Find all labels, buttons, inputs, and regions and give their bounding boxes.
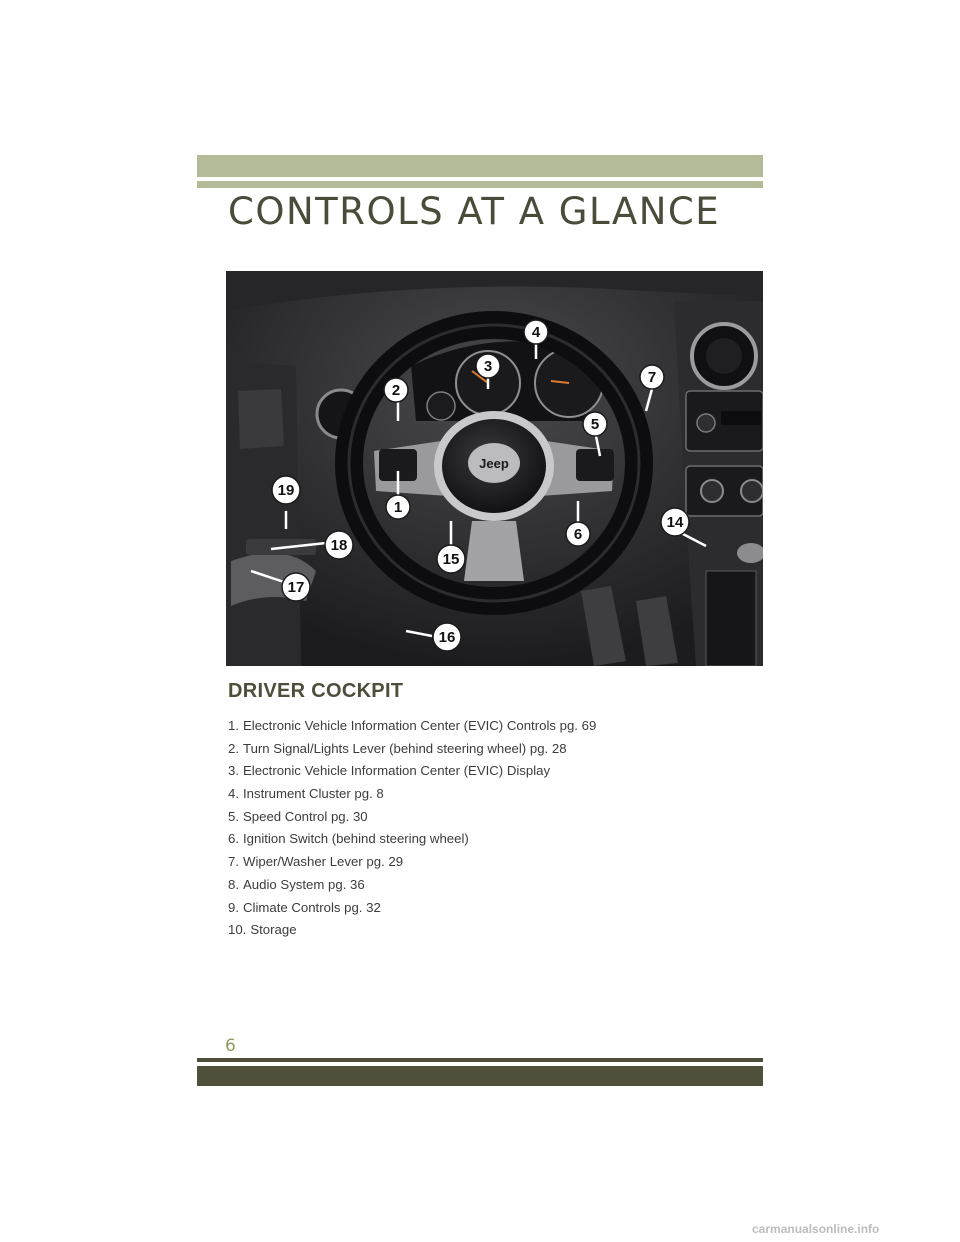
list-item: 2. Turn Signal/Lights Lever (behind steering wheel) pg. 28 — [228, 740, 567, 756]
svg-text:18: 18 — [330, 537, 348, 554]
page-title: CONTROLS AT A GLANCE — [228, 190, 721, 233]
header-band — [197, 155, 763, 177]
watermark-text: carmanualsonline.info — [752, 1222, 880, 1236]
svg-text:6: 6 — [573, 526, 583, 543]
header-rule — [197, 181, 763, 188]
callout-6 — [566, 522, 590, 546]
control-legend-list — [228, 717, 596, 944]
list-item: 3. Electronic Vehicle Information Center (EVIC) Display — [228, 763, 551, 779]
callout-14 — [661, 508, 689, 536]
callout-1 — [386, 495, 410, 519]
list-item: 1. Electronic Vehicle Information Center (EVIC) Controls pg. 69 — [228, 718, 597, 733]
svg-text:14: 14 — [666, 514, 684, 531]
callout-19 — [272, 476, 300, 504]
svg-text:17: 17 — [287, 579, 305, 596]
footer-band — [197, 1066, 763, 1086]
svg-text:5: 5 — [590, 416, 600, 433]
callout-15 — [437, 545, 465, 573]
callout-5 — [583, 412, 607, 436]
list-item: 10. Storage — [228, 922, 297, 938]
svg-text:1: 1 — [393, 499, 403, 516]
svg-text:15: 15 — [442, 551, 460, 568]
callout-17 — [282, 573, 310, 601]
wheel-logo: Jeep — [479, 456, 509, 471]
footer-rule — [197, 1058, 763, 1062]
list-item: 8. Audio System pg. 36 — [228, 876, 365, 892]
svg-text:19: 19 — [277, 482, 295, 499]
callout-18 — [325, 531, 353, 559]
section-heading: DRIVER COCKPIT — [228, 680, 404, 702]
svg-text:7: 7 — [647, 369, 657, 386]
callout-7 — [640, 365, 664, 389]
list-item: 6. Ignition Switch (behind steering wheel) — [228, 831, 469, 847]
callout-4 — [524, 320, 548, 344]
list-item: 7. Wiper/Washer Lever pg. 29 — [228, 854, 404, 870]
list-item: 4. Instrument Cluster pg. 8 — [228, 786, 384, 802]
page-number: 6 — [225, 1036, 236, 1056]
list-item: 9. Climate Controls pg. 32 — [228, 899, 381, 915]
svg-text:4: 4 — [531, 324, 541, 341]
list-item: 5. Speed Control pg. 30 — [228, 808, 368, 824]
callout-3 — [476, 354, 500, 378]
svg-text:3: 3 — [483, 358, 493, 375]
svg-text:16: 16 — [438, 629, 456, 646]
callout-16 — [433, 623, 461, 651]
driver-cockpit-photo — [226, 271, 763, 666]
svg-text:2: 2 — [391, 382, 401, 399]
callout-2 — [384, 378, 408, 402]
